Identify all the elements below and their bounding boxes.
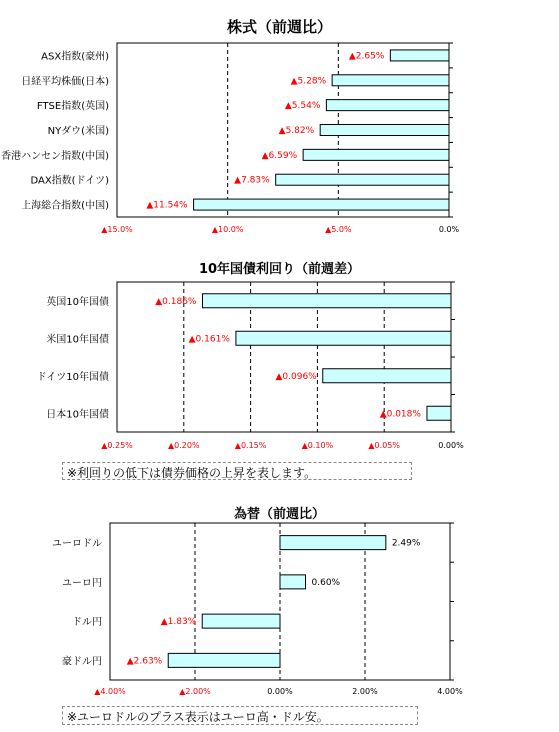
category-label: 日本10年国債 [46,409,109,421]
data-label: 0.60% [311,577,341,588]
note-bond-yields: ※利回りの低下は債券価格の上昇を表します。 [62,462,412,480]
note-fx: ※ユーロドルのプラス表示はユーロ高・ドル安。 [62,706,418,725]
category-label: NYダウ(米国) [47,126,109,137]
category-label: 香港ハンセン指数(中国) [1,150,109,162]
data-label: ▲2.65% [348,51,385,62]
data-label: ▲0.186% [155,296,197,307]
category-label: ユーロ円 [62,577,102,589]
x-tick-label: ▲0.15% [234,441,267,450]
category-label: ASX指数(豪州) [41,51,109,63]
x-tick-label: ▲5.0% [325,225,352,234]
chart-title-bond-yields: 10年国債利回り（前週差） [198,262,361,277]
data-label: ▲0.018% [379,409,421,420]
data-label: ▲1.83% [160,617,197,628]
x-tick-label: 0.00% [267,687,293,696]
bar [280,575,306,589]
bar [280,536,386,550]
data-label: 2.49% [391,538,421,549]
category-label: ユーロドル [52,538,102,550]
x-tick-label: 4.00% [437,687,463,696]
chart-title-stocks: 株式（前週比） [226,18,332,36]
category-label: DAX指数(ドイツ) [30,175,109,187]
data-label: ▲5.54% [284,101,321,112]
data-label: ▲6.59% [261,150,298,161]
data-label: ▲0.096% [275,371,317,382]
data-label: ▲11.54% [146,200,188,211]
chart-title-fx: 為替（前週比） [233,507,325,522]
x-tick-label: ▲15.0% [101,225,133,234]
data-label: ▲2.63% [126,656,163,667]
data-label: ▲5.28% [290,76,327,87]
category-label: 米国10年国債 [46,334,109,346]
x-tick-label: ▲10.0% [211,225,244,234]
category-label: FTSE指数(英国) [36,101,109,113]
category-label: 英国10年国債 [46,296,109,308]
x-tick-label: ▲0.20% [168,441,200,450]
data-label: ▲7.83% [234,175,270,186]
category-label: 日経平均株価(日本) [21,76,109,88]
category-label: ドイツ10年国債 [36,371,109,383]
x-tick-label: ▲0.10% [301,441,334,450]
x-tick-label: ▲2.00% [179,687,211,696]
x-tick-label: 0.00% [438,441,464,450]
x-tick-label: 2.00% [352,687,378,696]
x-tick-label: ▲0.25% [101,441,133,450]
x-tick-label: ▲4.00% [94,687,126,696]
category-label: 上海総合指数(中国) [21,200,109,212]
x-tick-label: 0.0% [438,225,460,234]
category-label: ドル円 [72,617,102,629]
category-label: 豪ドル円 [62,656,102,668]
bar [202,614,280,628]
data-label: ▲5.82% [278,126,315,136]
x-tick-label: ▲0.05% [368,441,400,450]
bar [168,653,280,667]
data-label: ▲0.161% [188,334,230,345]
